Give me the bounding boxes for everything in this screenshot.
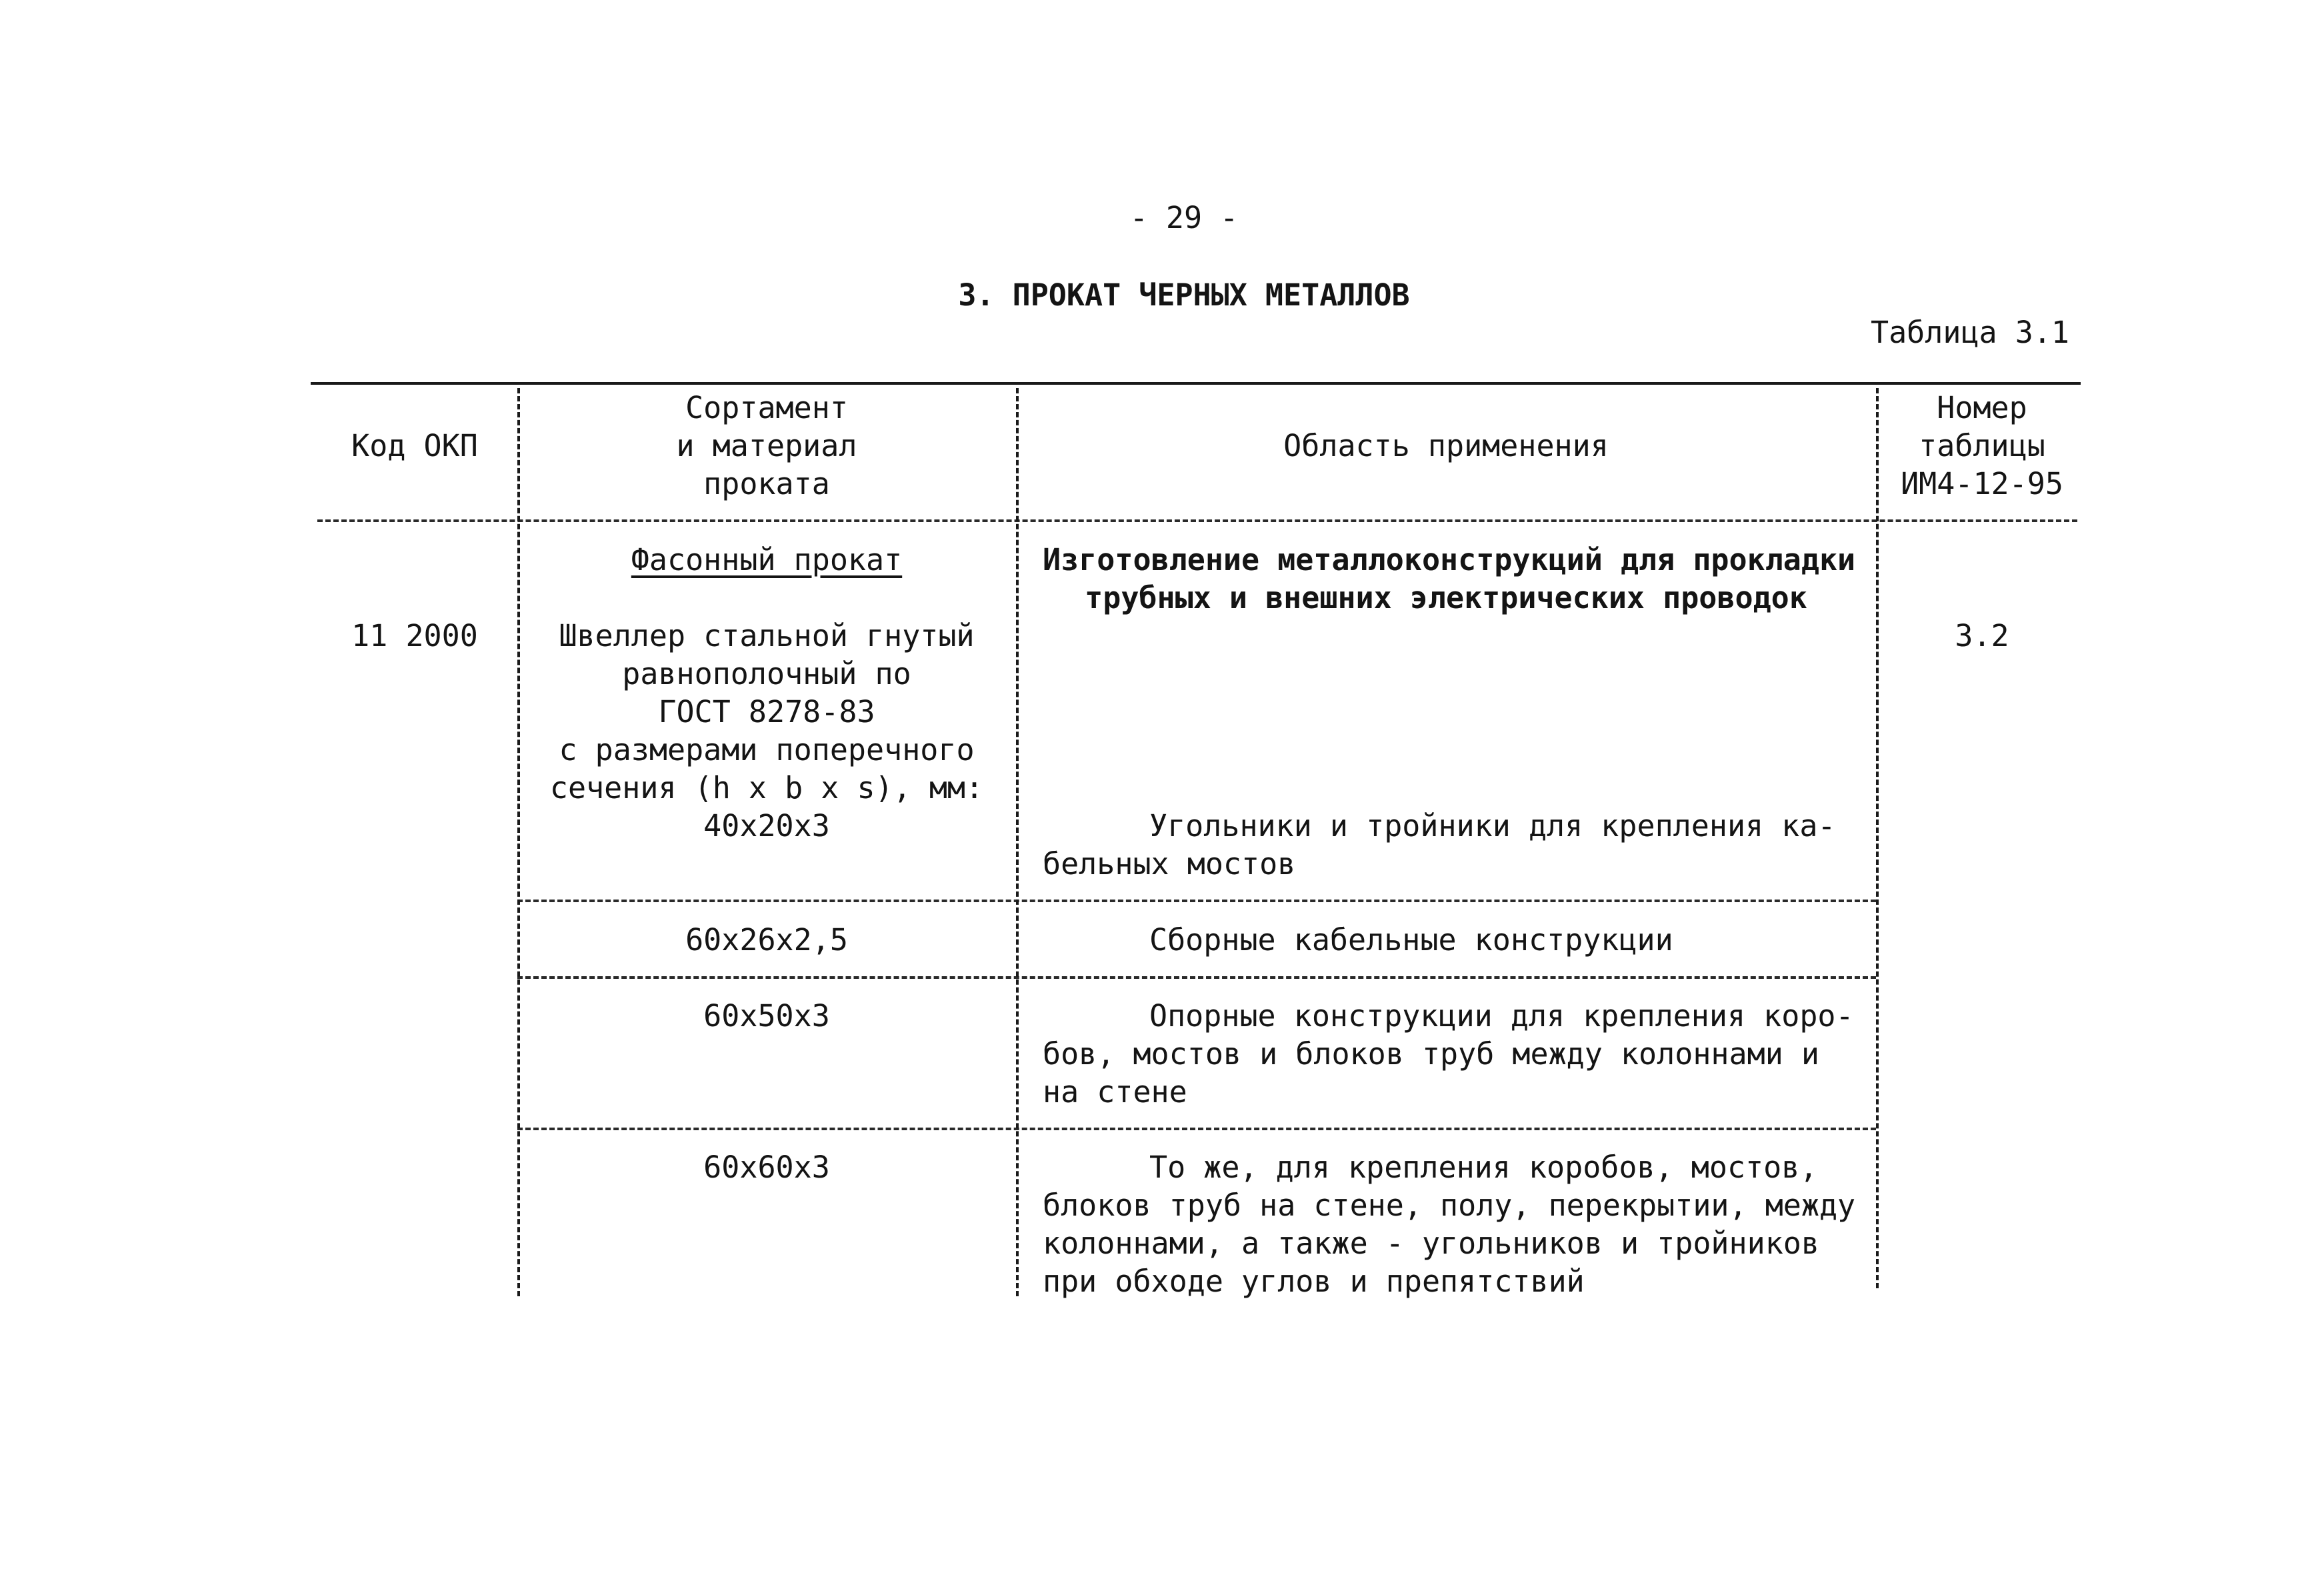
cell-application-line: колоннами, а также - угольников и тройников (1043, 1226, 1819, 1261)
page-number: - 29 - (1129, 200, 1239, 235)
table-label: Таблица 3.1 (1870, 315, 2069, 350)
cell-assortment-line: с размерами поперечного (559, 732, 975, 767)
header-separator (317, 519, 2077, 522)
row-separator (517, 976, 1876, 979)
header-assortment-line: проката (703, 466, 830, 501)
row-separator (517, 1128, 1876, 1130)
cell-assortment-line: ГОСТ 8278-83 (658, 694, 875, 729)
cell-application-line: бельных мостов (1043, 846, 1296, 882)
section-title: 3. ПРОКАТ ЧЕРНЫХ МЕТАЛЛОВ (958, 277, 1410, 313)
row-separator (517, 900, 1876, 902)
header-table-number-line: таблицы (1919, 428, 2045, 463)
cell-application-line: блоков труб на стене, полу, перекрытии, между (1043, 1188, 1856, 1223)
column-divider (1016, 388, 1019, 1296)
cell-application-line: Угольники и тройники для крепления ка- (1149, 808, 1836, 844)
cell-assortment: 60x60x3 (703, 1150, 830, 1185)
cell-application-line: Опорные конструкции для крепления коро- (1149, 998, 1854, 1034)
header-table-number-line: Номер (1937, 390, 2027, 425)
cell-assortment: 60x26x2,5 (685, 922, 848, 958)
cell-assortment-line: сечения (h x b x s), мм: (549, 770, 984, 806)
cell-application-line: Сборные кабельные конструкции (1149, 922, 1673, 958)
header-table-number-line: ИМ4-12-95 (1901, 466, 2063, 501)
header-assortment-line: и материал (676, 428, 857, 463)
cell-assortment-line: 40x20x3 (703, 808, 830, 844)
column-divider (1876, 388, 1879, 1288)
header-assortment-line: Сортамент (685, 390, 848, 425)
cell-application-line: То же, для крепления коробов, мостов, (1149, 1150, 1818, 1185)
header-application: Область применения (1283, 428, 1609, 463)
cell-application-line: трубных и внешних электрических проводок (1085, 580, 1807, 615)
cell-okp-code: 11 2000 (351, 618, 478, 653)
cell-application-line: бов, мостов и блоков труб между колоннами и (1043, 1036, 1819, 1072)
column-divider (517, 388, 520, 1296)
cell-application-line: при обходе углов и препятствий (1043, 1264, 1585, 1299)
cell-assortment-line: равнополочный по (622, 656, 911, 691)
cell-application-line: Изготовление металлоконструкций для прокладки (1043, 542, 1856, 577)
cell-application-line: на стене (1043, 1074, 1187, 1110)
cell-assortment-heading: Фасонный прокат (631, 542, 903, 577)
header-code: Код ОКП (351, 428, 478, 463)
cell-assortment-line: Швеллер стальной гнутый (559, 618, 975, 653)
cell-table-number: 3.2 (1955, 618, 2009, 653)
cell-assortment: 60x50x3 (703, 998, 830, 1034)
table-top-rule (311, 382, 2081, 385)
